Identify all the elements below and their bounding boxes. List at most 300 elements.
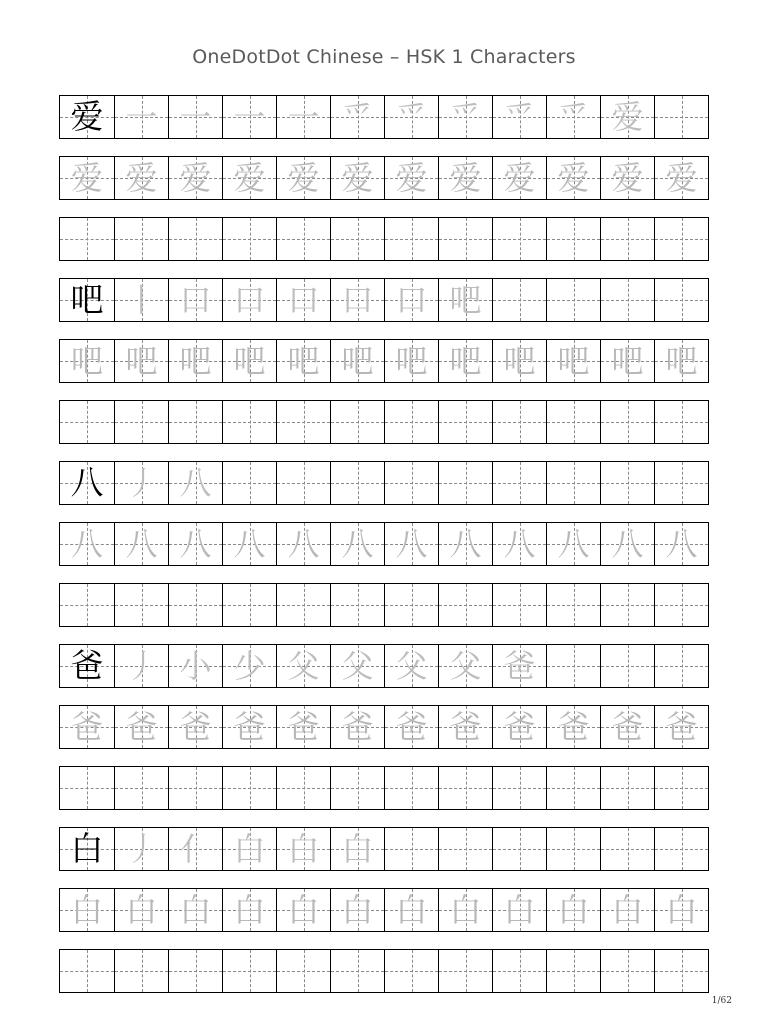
stroke-step-cell — [168, 96, 222, 138]
stroke-step: 爸 — [503, 647, 536, 685]
trace-cell[interactable] — [60, 523, 114, 565]
stroke-step-cell — [276, 462, 330, 504]
stroke-step-cell — [600, 462, 654, 504]
stroke-step: 爫 — [395, 98, 428, 136]
blank-cell[interactable] — [654, 950, 708, 992]
trace-character: 吧 — [395, 342, 428, 380]
stroke-step-cell — [384, 462, 438, 504]
trace-cell[interactable] — [654, 340, 708, 382]
blank-cell[interactable] — [168, 950, 222, 992]
stroke-order-row — [59, 827, 709, 871]
stroke-step-cell — [330, 645, 384, 687]
blank-cell[interactable] — [276, 401, 330, 443]
blank-cell[interactable] — [546, 584, 600, 626]
trace-cell[interactable] — [600, 523, 654, 565]
stroke-step-cell — [492, 462, 546, 504]
stroke-step-cell — [168, 279, 222, 321]
stroke-step: 八 — [179, 464, 212, 502]
trace-character: 八 — [287, 525, 320, 563]
trace-character: 爱 — [70, 159, 103, 197]
stroke-step: 爫 — [557, 98, 590, 136]
trace-cell[interactable] — [384, 889, 438, 931]
blank-cell[interactable] — [654, 218, 708, 260]
stroke-step: 口 — [287, 281, 320, 319]
blank-cell[interactable] — [492, 218, 546, 260]
trace-character: 白 — [179, 891, 212, 929]
stroke-step-cell — [438, 828, 492, 870]
stroke-step: 口 — [233, 281, 266, 319]
trace-cell[interactable] — [114, 340, 168, 382]
stroke-step-cell — [654, 96, 708, 138]
blank-cell[interactable] — [168, 767, 222, 809]
trace-character: 白 — [70, 891, 103, 929]
stroke-order-row — [59, 461, 709, 505]
stroke-step-cell — [438, 279, 492, 321]
trace-character: 爸 — [665, 708, 698, 746]
trace-character: 白 — [611, 891, 644, 929]
stroke-step: 一 — [125, 98, 158, 136]
stroke-step-cell — [546, 828, 600, 870]
stroke-step-cell — [222, 828, 276, 870]
trace-cell[interactable] — [546, 706, 600, 748]
stroke-step-cell — [384, 645, 438, 687]
trace-cell[interactable] — [60, 157, 114, 199]
trace-character: 爱 — [287, 159, 320, 197]
blank-cell[interactable] — [114, 767, 168, 809]
trace-cell[interactable] — [492, 889, 546, 931]
stroke-step: 白 — [287, 830, 320, 868]
blank-practice-row — [59, 949, 709, 993]
stroke-step: 口 — [341, 281, 374, 319]
stroke-step: 一 — [287, 98, 320, 136]
blank-cell[interactable] — [60, 950, 114, 992]
blank-practice-row — [59, 217, 709, 261]
stroke-step-cell — [114, 645, 168, 687]
blank-cell[interactable] — [222, 401, 276, 443]
blank-cell[interactable] — [330, 401, 384, 443]
trace-character: 白 — [233, 891, 266, 929]
trace-character: 吧 — [341, 342, 374, 380]
trace-cell[interactable] — [114, 523, 168, 565]
stroke-step: 父 — [449, 647, 482, 685]
model-character: 吧 — [70, 280, 104, 319]
character-block — [59, 278, 709, 444]
stroke-step-cell — [546, 279, 600, 321]
stroke-step-cell — [330, 96, 384, 138]
trace-character: 吧 — [179, 342, 212, 380]
stroke-step: 口 — [395, 281, 428, 319]
trace-character: 八 — [341, 525, 374, 563]
stroke-step-cell — [222, 279, 276, 321]
character-block — [59, 827, 709, 993]
trace-cell[interactable] — [168, 340, 222, 382]
stroke-step-cell — [276, 828, 330, 870]
stroke-step-cell — [114, 96, 168, 138]
blank-cell[interactable] — [438, 218, 492, 260]
blank-cell[interactable] — [168, 218, 222, 260]
stroke-step: 父 — [341, 647, 374, 685]
stroke-step-cell — [492, 96, 546, 138]
trace-character: 八 — [665, 525, 698, 563]
stroke-step-cell — [114, 279, 168, 321]
model-cell — [60, 279, 114, 321]
trace-character: 爱 — [611, 159, 644, 197]
trace-cell[interactable] — [168, 523, 222, 565]
stroke-step-cell — [546, 645, 600, 687]
page-title: OneDotDot Chinese – HSK 1 Characters — [192, 46, 576, 68]
stroke-step-cell — [276, 279, 330, 321]
blank-cell[interactable] — [330, 584, 384, 626]
blank-cell[interactable] — [546, 767, 600, 809]
blank-cell[interactable] — [114, 950, 168, 992]
blank-cell[interactable] — [654, 401, 708, 443]
blank-cell[interactable] — [384, 584, 438, 626]
blank-cell[interactable] — [384, 218, 438, 260]
trace-character: 白 — [125, 891, 158, 929]
trace-cell[interactable] — [600, 340, 654, 382]
stroke-step: 丿 — [125, 464, 158, 502]
stroke-step-cell — [438, 96, 492, 138]
blank-cell[interactable] — [276, 767, 330, 809]
trace-cell[interactable] — [168, 706, 222, 748]
trace-character: 八 — [233, 525, 266, 563]
stroke-step-cell — [600, 645, 654, 687]
trace-cell[interactable] — [60, 706, 114, 748]
trace-cell[interactable] — [384, 340, 438, 382]
stroke-step-cell — [276, 96, 330, 138]
stroke-step-cell — [492, 645, 546, 687]
trace-character: 爸 — [287, 708, 320, 746]
trace-cell[interactable] — [384, 523, 438, 565]
stroke-step-cell — [384, 279, 438, 321]
blank-cell[interactable] — [330, 767, 384, 809]
trace-character: 爸 — [341, 708, 374, 746]
stroke-step-cell — [546, 462, 600, 504]
blank-cell[interactable] — [654, 767, 708, 809]
trace-character: 吧 — [503, 342, 536, 380]
trace-cell[interactable] — [438, 340, 492, 382]
model-character: 爸 — [70, 646, 104, 685]
trace-character: 八 — [449, 525, 482, 563]
model-character: 爱 — [70, 97, 104, 136]
trace-character: 爸 — [233, 708, 266, 746]
blank-cell[interactable] — [600, 584, 654, 626]
stroke-step: 吧 — [449, 281, 482, 319]
stroke-step: 爫 — [341, 98, 374, 136]
trace-row — [59, 705, 709, 749]
trace-character: 爸 — [557, 708, 590, 746]
trace-cell[interactable] — [222, 157, 276, 199]
trace-cell[interactable] — [276, 157, 330, 199]
trace-cell[interactable] — [384, 706, 438, 748]
trace-cell[interactable] — [276, 706, 330, 748]
blank-cell[interactable] — [222, 950, 276, 992]
trace-cell[interactable] — [492, 157, 546, 199]
stroke-step-cell — [222, 462, 276, 504]
blank-cell[interactable] — [222, 584, 276, 626]
stroke-step-cell — [168, 462, 222, 504]
stroke-step: 白 — [233, 830, 266, 868]
stroke-step: 爱 — [611, 98, 644, 136]
stroke-step-cell — [600, 96, 654, 138]
trace-character: 爱 — [341, 159, 374, 197]
trace-cell[interactable] — [492, 340, 546, 382]
stroke-step-cell — [330, 462, 384, 504]
stroke-step-cell — [654, 828, 708, 870]
blank-practice-row — [59, 400, 709, 444]
trace-character: 爱 — [503, 159, 536, 197]
blank-cell[interactable] — [384, 401, 438, 443]
trace-cell[interactable] — [330, 523, 384, 565]
trace-character: 白 — [287, 891, 320, 929]
stroke-step-cell — [168, 828, 222, 870]
trace-cell[interactable] — [654, 523, 708, 565]
blank-cell[interactable] — [60, 218, 114, 260]
trace-cell[interactable] — [654, 706, 708, 748]
trace-character: 白 — [665, 891, 698, 929]
trace-character: 爸 — [70, 708, 103, 746]
stroke-step: 少 — [233, 647, 266, 685]
trace-row — [59, 888, 709, 932]
trace-cell[interactable] — [438, 889, 492, 931]
blank-cell[interactable] — [492, 950, 546, 992]
blank-cell[interactable] — [276, 584, 330, 626]
trace-cell[interactable] — [330, 340, 384, 382]
trace-cell[interactable] — [438, 706, 492, 748]
trace-character: 爸 — [611, 708, 644, 746]
blank-cell[interactable] — [168, 584, 222, 626]
trace-character: 爱 — [665, 159, 698, 197]
trace-cell[interactable] — [438, 157, 492, 199]
stroke-order-row — [59, 644, 709, 688]
blank-practice-row — [59, 583, 709, 627]
stroke-step-cell — [222, 96, 276, 138]
character-block — [59, 644, 709, 810]
blank-cell[interactable] — [114, 218, 168, 260]
trace-character: 白 — [449, 891, 482, 929]
trace-character: 吧 — [449, 342, 482, 380]
stroke-step: 亻 — [179, 830, 212, 868]
trace-cell[interactable] — [546, 523, 600, 565]
trace-cell[interactable] — [546, 157, 600, 199]
stroke-step-cell — [114, 462, 168, 504]
blank-cell[interactable] — [438, 584, 492, 626]
trace-cell[interactable] — [546, 889, 600, 931]
practice-sheet — [59, 95, 709, 1010]
stroke-step: 小 — [179, 647, 212, 685]
trace-character: 爱 — [449, 159, 482, 197]
stroke-step: 父 — [287, 647, 320, 685]
trace-character: 爸 — [449, 708, 482, 746]
trace-cell[interactable] — [168, 157, 222, 199]
trace-cell[interactable] — [222, 340, 276, 382]
trace-character: 白 — [557, 891, 590, 929]
trace-cell[interactable] — [384, 157, 438, 199]
stroke-step-cell — [492, 828, 546, 870]
trace-cell[interactable] — [654, 157, 708, 199]
stroke-step-cell — [330, 279, 384, 321]
trace-character: 爱 — [125, 159, 158, 197]
blank-cell[interactable] — [276, 218, 330, 260]
stroke-step: 丿 — [125, 647, 158, 685]
trace-character: 八 — [503, 525, 536, 563]
trace-cell[interactable] — [222, 523, 276, 565]
trace-character: 爸 — [179, 708, 212, 746]
trace-cell[interactable] — [276, 340, 330, 382]
trace-character: 白 — [503, 891, 536, 929]
blank-cell[interactable] — [492, 584, 546, 626]
page-number: 1/62 — [711, 996, 732, 1006]
trace-character: 吧 — [233, 342, 266, 380]
trace-cell[interactable] — [114, 889, 168, 931]
trace-cell[interactable] — [114, 706, 168, 748]
blank-cell[interactable] — [60, 767, 114, 809]
stroke-order-row — [59, 278, 709, 322]
trace-cell[interactable] — [600, 889, 654, 931]
blank-cell[interactable] — [600, 401, 654, 443]
trace-cell[interactable] — [438, 523, 492, 565]
stroke-step-cell — [546, 96, 600, 138]
blank-cell[interactable] — [546, 950, 600, 992]
trace-character: 吧 — [125, 342, 158, 380]
blank-cell[interactable] — [114, 401, 168, 443]
stroke-step: 丿 — [125, 830, 158, 868]
trace-character: 爱 — [179, 159, 212, 197]
stroke-step: 口 — [179, 281, 212, 319]
stroke-step: 父 — [395, 647, 428, 685]
trace-character: 八 — [179, 525, 212, 563]
trace-cell[interactable] — [60, 889, 114, 931]
blank-cell[interactable] — [600, 950, 654, 992]
trace-cell[interactable] — [600, 157, 654, 199]
trace-character: 八 — [611, 525, 644, 563]
trace-character: 白 — [395, 891, 428, 929]
blank-cell[interactable] — [222, 767, 276, 809]
model-cell — [60, 645, 114, 687]
blank-cell[interactable] — [438, 401, 492, 443]
blank-practice-row — [59, 766, 709, 810]
trace-cell[interactable] — [546, 340, 600, 382]
model-character: 八 — [70, 463, 104, 502]
trace-cell[interactable] — [600, 706, 654, 748]
trace-cell[interactable] — [222, 706, 276, 748]
blank-cell[interactable] — [114, 584, 168, 626]
trace-row — [59, 156, 709, 200]
blank-cell[interactable] — [384, 950, 438, 992]
trace-cell[interactable] — [492, 706, 546, 748]
trace-cell[interactable] — [114, 157, 168, 199]
blank-cell[interactable] — [492, 401, 546, 443]
stroke-step-cell — [600, 279, 654, 321]
stroke-step-cell — [384, 96, 438, 138]
character-block — [59, 461, 709, 627]
trace-character: 爱 — [557, 159, 590, 197]
trace-cell[interactable] — [276, 889, 330, 931]
blank-cell[interactable] — [654, 584, 708, 626]
trace-cell[interactable] — [168, 889, 222, 931]
stroke-step-cell — [600, 828, 654, 870]
trace-character: 八 — [70, 525, 103, 563]
blank-cell[interactable] — [276, 950, 330, 992]
stroke-step-cell — [654, 645, 708, 687]
trace-cell[interactable] — [492, 523, 546, 565]
blank-cell[interactable] — [438, 950, 492, 992]
blank-cell[interactable] — [438, 767, 492, 809]
blank-cell[interactable] — [600, 767, 654, 809]
trace-character: 八 — [395, 525, 428, 563]
model-cell — [60, 828, 114, 870]
blank-cell[interactable] — [330, 218, 384, 260]
stroke-step-cell — [276, 645, 330, 687]
stroke-step: 白 — [341, 830, 374, 868]
stroke-step-cell — [438, 462, 492, 504]
trace-row — [59, 522, 709, 566]
blank-cell[interactable] — [60, 584, 114, 626]
blank-cell[interactable] — [600, 218, 654, 260]
blank-cell[interactable] — [546, 401, 600, 443]
stroke-step-cell — [330, 828, 384, 870]
stroke-step-cell — [114, 828, 168, 870]
stroke-step-cell — [492, 279, 546, 321]
character-block — [59, 95, 709, 261]
trace-character: 吧 — [611, 342, 644, 380]
blank-cell[interactable] — [60, 401, 114, 443]
trace-cell[interactable] — [222, 889, 276, 931]
trace-cell[interactable] — [276, 523, 330, 565]
blank-cell[interactable] — [222, 218, 276, 260]
trace-character: 白 — [341, 891, 374, 929]
stroke-order-row — [59, 95, 709, 139]
stroke-step-cell — [654, 462, 708, 504]
stroke-step-cell — [654, 279, 708, 321]
trace-character: 八 — [125, 525, 158, 563]
trace-character: 爸 — [125, 708, 158, 746]
blank-cell[interactable] — [492, 767, 546, 809]
stroke-step-cell — [384, 828, 438, 870]
trace-row — [59, 339, 709, 383]
model-cell — [60, 96, 114, 138]
trace-character: 吧 — [70, 342, 103, 380]
trace-character: 爸 — [395, 708, 428, 746]
stroke-step: 丨 — [125, 281, 158, 319]
trace-character: 爱 — [233, 159, 266, 197]
stroke-step-cell — [222, 645, 276, 687]
blank-cell[interactable] — [330, 950, 384, 992]
model-character: 白 — [70, 829, 104, 868]
stroke-step: 一 — [233, 98, 266, 136]
trace-cell[interactable] — [330, 706, 384, 748]
trace-cell[interactable] — [330, 157, 384, 199]
trace-character: 吧 — [287, 342, 320, 380]
trace-cell[interactable] — [60, 340, 114, 382]
trace-cell[interactable] — [654, 889, 708, 931]
model-cell — [60, 462, 114, 504]
trace-character: 八 — [557, 525, 590, 563]
trace-character: 爸 — [503, 708, 536, 746]
trace-character: 吧 — [665, 342, 698, 380]
trace-character: 爱 — [395, 159, 428, 197]
trace-cell[interactable] — [330, 889, 384, 931]
blank-cell[interactable] — [168, 401, 222, 443]
stroke-step: 爫 — [503, 98, 536, 136]
trace-character: 吧 — [557, 342, 590, 380]
stroke-step-cell — [438, 645, 492, 687]
blank-cell[interactable] — [546, 218, 600, 260]
stroke-step: 爫 — [449, 98, 482, 136]
stroke-step-cell — [168, 645, 222, 687]
blank-cell[interactable] — [384, 767, 438, 809]
stroke-step: 一 — [179, 98, 212, 136]
